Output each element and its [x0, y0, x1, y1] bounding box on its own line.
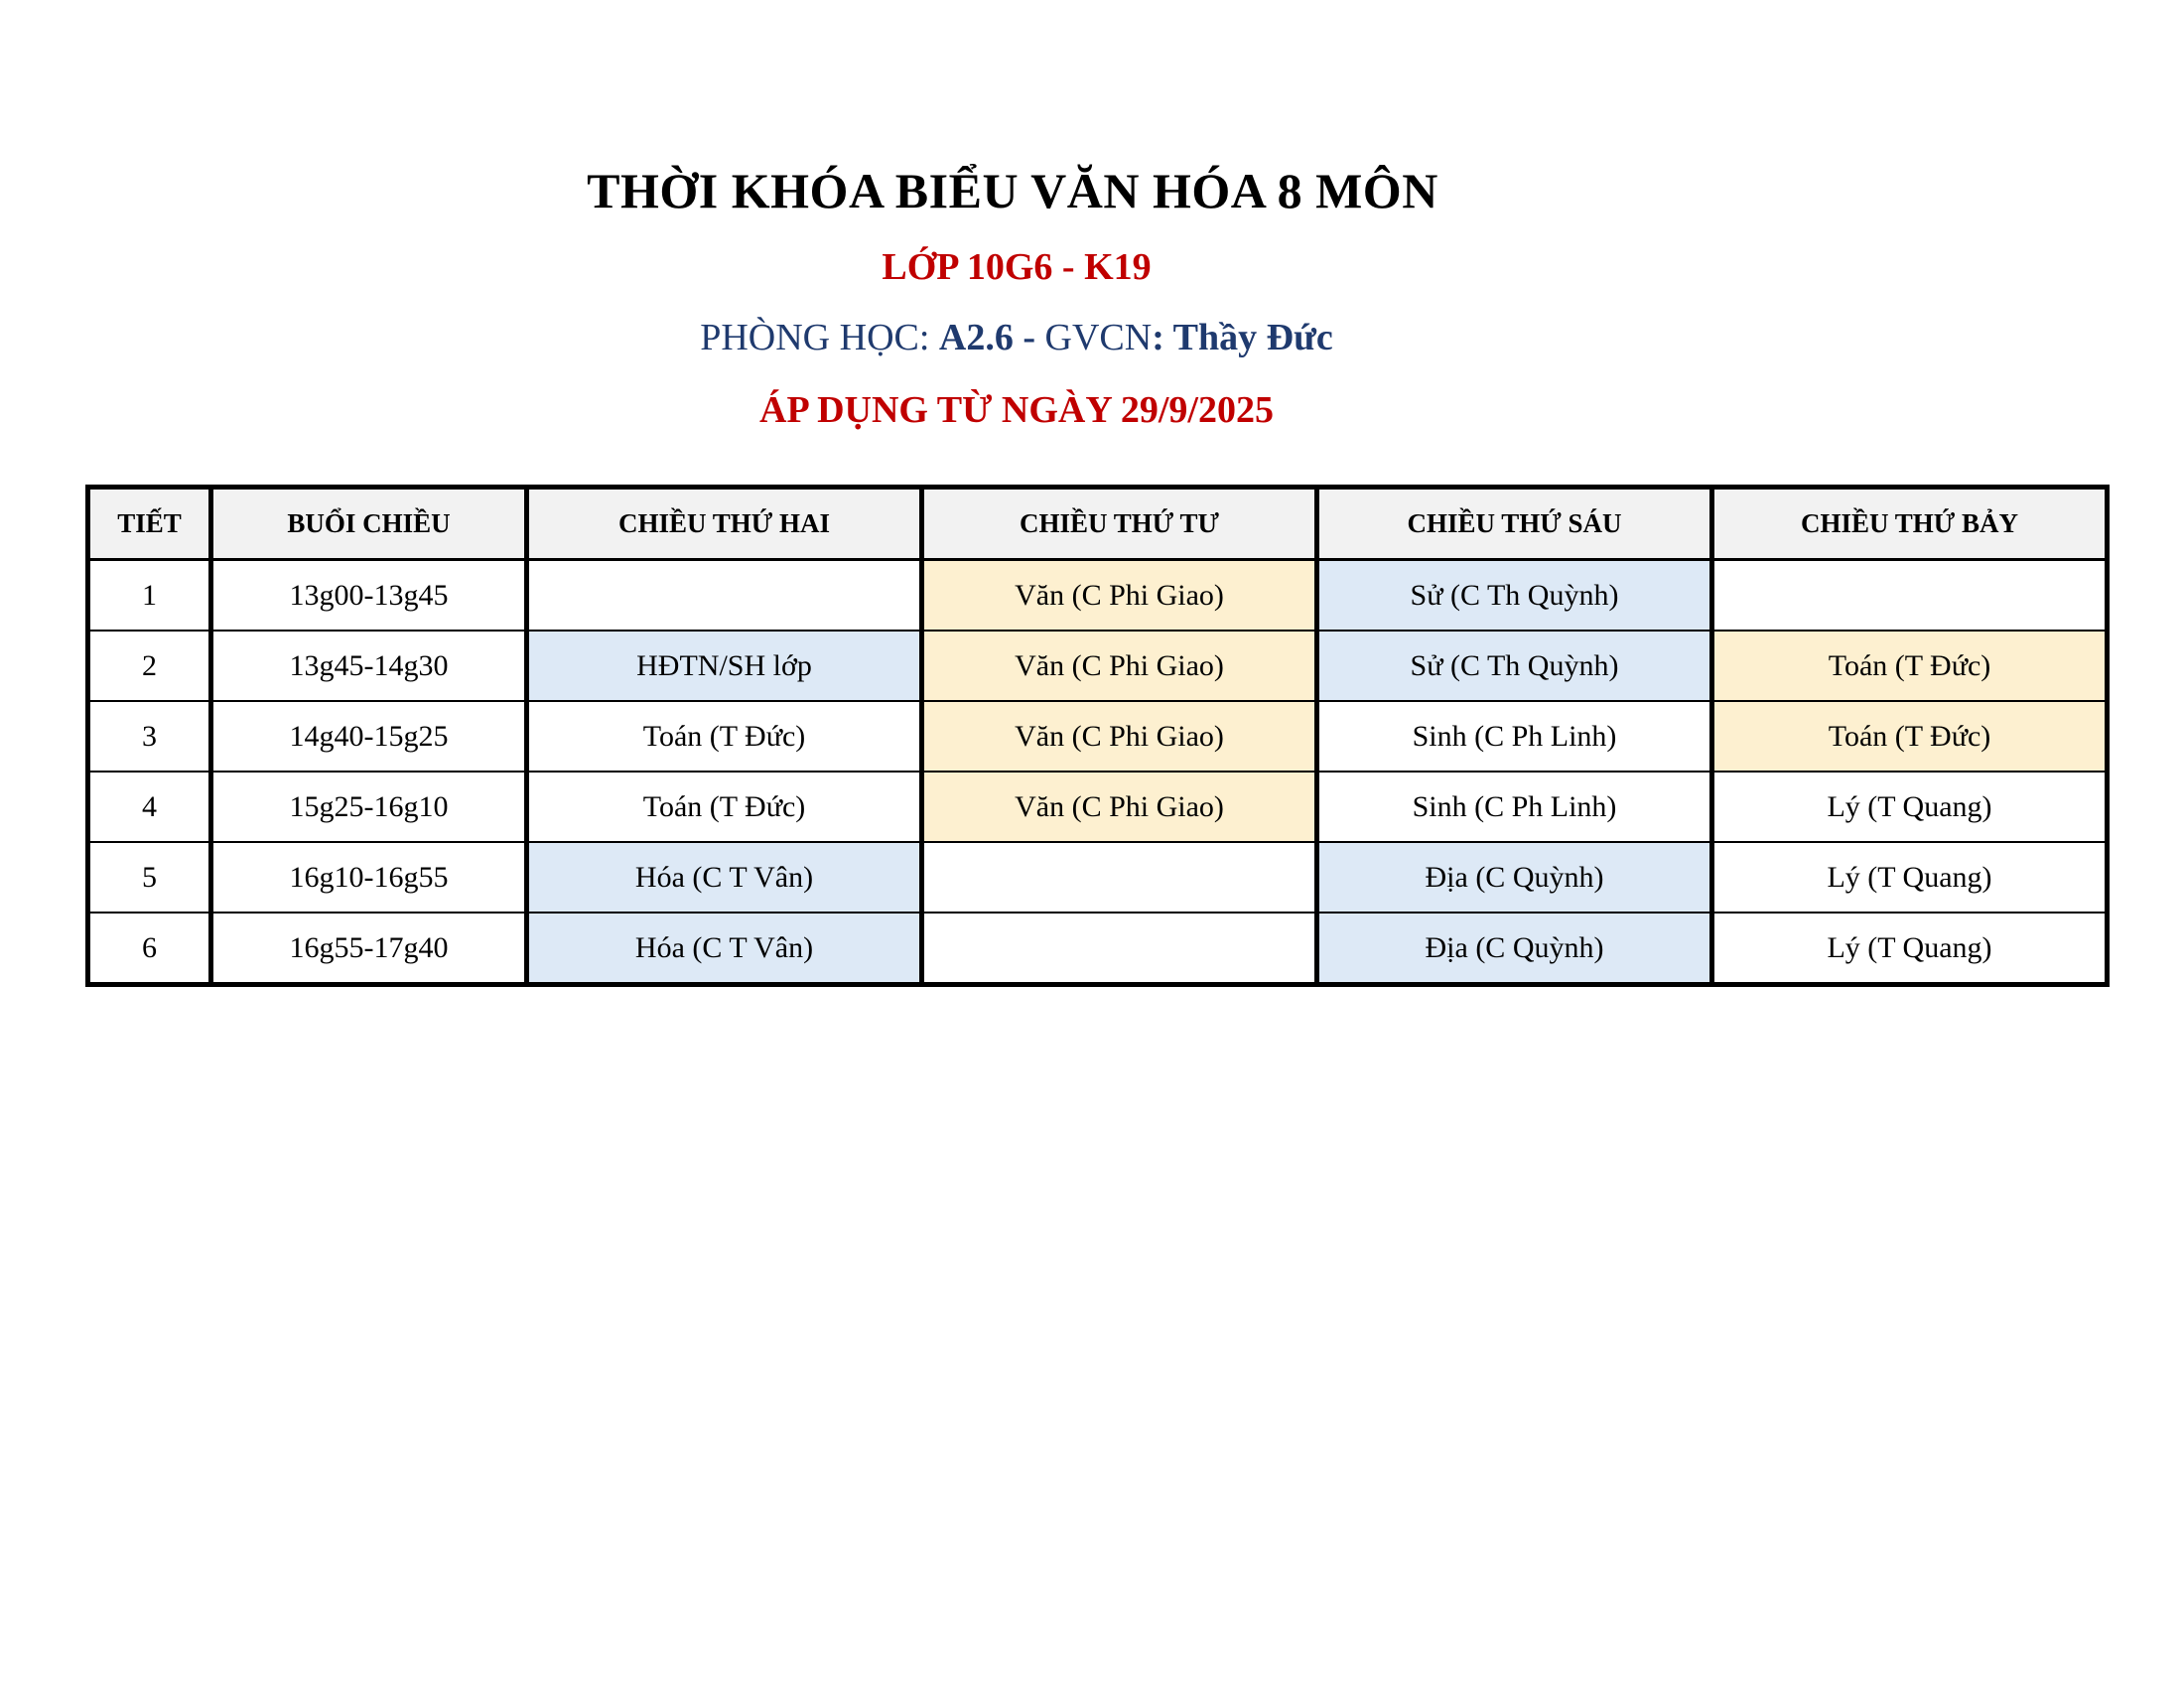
time-cell: 16g55-17g40 [211, 913, 527, 985]
saturday-cell: Toán (T Đức) [1712, 631, 2108, 701]
period-cell: 2 [88, 631, 211, 701]
monday-cell: Hóa (C T Vân) [527, 913, 922, 985]
page-title: THỜI KHÓA BIỂU VĂN HÓA 8 MÔN [587, 163, 1438, 218]
header-thu-hai: CHIỀU THỨ HAI [527, 488, 922, 560]
table-row [88, 842, 2108, 913]
time-cell: 15g25-16g10 [211, 772, 527, 842]
room-label: PHÒNG HỌC: [700, 317, 939, 358]
wednesday-cell [922, 913, 1317, 985]
wednesday-cell [922, 842, 1317, 913]
table-header-row [88, 488, 2108, 560]
monday-cell: Toán (T Đức) [527, 772, 922, 842]
header-thu-sau: CHIỀU THỨ SÁU [1317, 488, 1712, 560]
table-row [88, 631, 2108, 701]
time-cell: 14g40-15g25 [211, 701, 527, 772]
saturday-cell: Toán (T Đức) [1712, 701, 2108, 772]
friday-cell: Địa (C Quỳnh) [1317, 842, 1712, 913]
period-cell: 1 [88, 560, 211, 632]
schedule-table [85, 485, 2110, 987]
time-cell: 16g10-16g55 [211, 842, 527, 913]
table-row [88, 560, 2108, 632]
room-value: A2.6 - [938, 317, 1045, 358]
period-cell: 6 [88, 913, 211, 985]
gvcn-label: GVCN [1044, 317, 1153, 358]
table-row [88, 772, 2108, 842]
monday-cell: HĐTN/SH lớp [527, 631, 922, 701]
monday-cell: Hóa (C T Vân) [527, 842, 922, 913]
friday-cell: Sinh (C Ph Linh) [1317, 701, 1712, 772]
class-line: LỚP 10G6 - K19 [882, 246, 1152, 288]
period-cell: 3 [88, 701, 211, 772]
friday-cell: Sinh (C Ph Linh) [1317, 772, 1712, 842]
wednesday-cell: Văn (C Phi Giao) [922, 701, 1317, 772]
header-thu-bay: CHIỀU THỨ BẢY [1712, 488, 2108, 560]
table-row [88, 701, 2108, 772]
header-tiet: TIẾT [88, 488, 211, 560]
time-cell: 13g00-13g45 [211, 560, 527, 632]
gvcn-value: : Thầy Đức [1152, 317, 1333, 358]
wednesday-cell: Văn (C Phi Giao) [922, 631, 1317, 701]
table-row [88, 913, 2108, 985]
header-thu-tu: CHIỀU THỨ TƯ [922, 488, 1317, 560]
wednesday-cell: Văn (C Phi Giao) [922, 560, 1317, 632]
wednesday-cell: Văn (C Phi Giao) [922, 772, 1317, 842]
saturday-cell: Lý (T Quang) [1712, 772, 2108, 842]
friday-cell: Sử (C Th Quỳnh) [1317, 560, 1712, 632]
date-line: ÁP DỤNG TỪ NGÀY 29/9/2025 [759, 389, 1274, 431]
time-cell: 13g45-14g30 [211, 631, 527, 701]
room-line [0, 314, 2109, 361]
friday-cell: Địa (C Quỳnh) [1317, 913, 1712, 985]
period-cell: 4 [88, 772, 211, 842]
monday-cell: Toán (T Đức) [527, 701, 922, 772]
saturday-cell [1712, 560, 2108, 632]
period-cell: 5 [88, 842, 211, 913]
friday-cell: Sử (C Th Quỳnh) [1317, 631, 1712, 701]
saturday-cell: Lý (T Quang) [1712, 913, 2108, 985]
header-buoi-chieu: BUỔI CHIỀU [211, 488, 527, 560]
monday-cell [527, 560, 922, 632]
saturday-cell: Lý (T Quang) [1712, 842, 2108, 913]
